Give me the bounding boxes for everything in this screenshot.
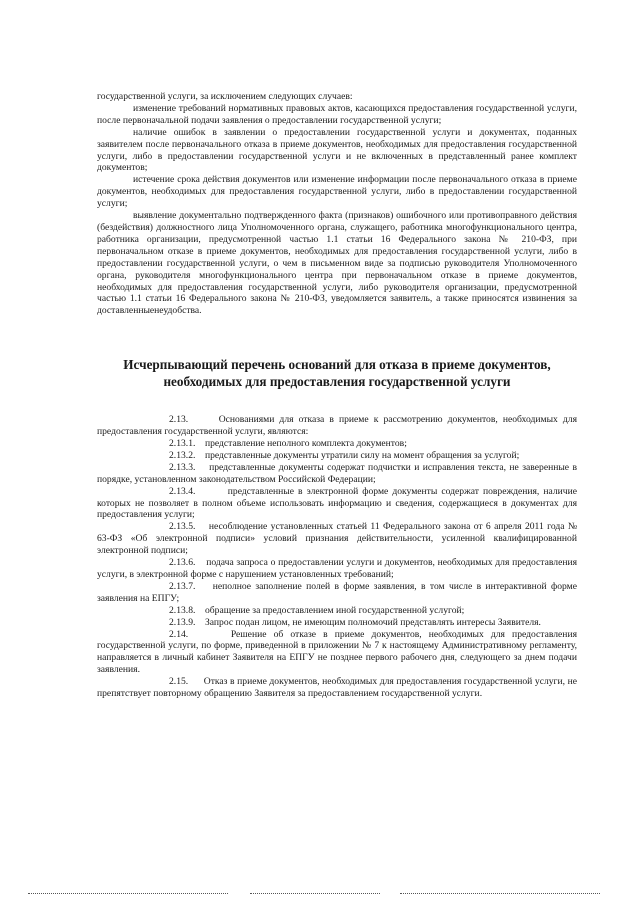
clause-text: представленные в электронной форме документы содержат повреждения, наличие которых не позволяет в полном объеме использовать информацию и сведения, содержащиеся в документах для предоставления услуги; <box>97 485 577 521</box>
clause-number: 2.13.5. <box>169 521 196 533</box>
clause-2-13-6 <box>97 557 577 581</box>
clause-2-13-8 <box>97 605 577 617</box>
clause-number: 2.15. <box>169 676 189 688</box>
clause-2-13 <box>97 414 577 438</box>
scan-edge-line <box>28 893 228 894</box>
scan-edge-line <box>400 893 600 894</box>
clause-2-13-2 <box>97 450 577 462</box>
clause-text: обращение за предоставлением иной государственной услугой; <box>204 604 465 616</box>
paragraph-case-expiry: истечение срока действия документов или изменение информации после первоначального отказа в приеме документов, необходимых для предоставления государственной услуги, либо в предоставлении государственной услуги; <box>97 174 577 210</box>
clause-text: представленные документы содержат подчистки и исправления текста, не заверенные в порядке, установленном законодательством Российской Федерации; <box>97 461 577 485</box>
paragraph-case-requirements-change: изменение требований нормативных правовых актов, касающихся предоставления государственной услуги, после первоначальной подачи заявления о предоставлении государственной услуги; <box>97 102 577 126</box>
clause-number: 2.14. <box>169 628 189 640</box>
section-heading: Исчерпывающий перечень оснований для отказа в приеме документов, необходимых для предоставления государственной услуги <box>123 357 551 389</box>
clause-text: неполное заполнение полей в форме заявления, в том числе в интерактивной форме заявления на ЕПГУ; <box>97 580 577 604</box>
clause-number: 2.13.1. <box>169 438 196 450</box>
clause-2-13-1 <box>97 438 577 450</box>
clause-number: 2.13. <box>169 414 189 426</box>
clause-text: несоблюдение установленных статьей 11 Федерального закона от 6 апреля 2011 года № 63-ФЗ «Об электронной подписи» условий признания действительности, усиленной квалифицированной электронной подписи; <box>97 521 578 557</box>
clause-number: 2.13.8. <box>169 604 196 616</box>
clause-text: Решение об отказе в приеме документов, необходимых для предоставления государственной услуги, по форме, приведенной в приложении № 7 к настоящему Административному регламенту, направляется в личный кабинет Заявителя на ЕПГУ не позднее первого рабочего дня, следующего за днем подачи заявления. <box>97 628 577 676</box>
clause-2-13-7 <box>97 581 577 605</box>
clause-number: 2.13.3. <box>169 461 196 473</box>
document-body <box>97 91 577 700</box>
clause-text: подача запроса о предоставлении услуги и документов, необходимых для предоставления услуги, в электронной форме с нарушением установленных требований; <box>97 557 578 580</box>
paragraph-case-misconduct: выявление документально подтвержденного факта (признаков) ошибочного или противоправного действия (бездействия) должностного лица Уполномоченного органа, служащего, работника многофункционального центра, работника организации, предусмотренной частью 1.1 статьи 16 Федерального закона № 210-ФЗ, при первоначальном отказе в приеме документов, необходимых для предоставления государственной услуги, либо в предоставлении государственной услуги, о чем в письменном виде за подписью руководителя Уполномоченного органа, руководителя многофункционального центра при первоначальном отказе в приеме документов, необходимых для предоставления государственной услуги, либо руководителя организации, предусмотренной частью 1.1 статьи 16 Федерального закона № 210-ФЗ, уведомляется заявитель, а также приносятся извинения за доставленныенеудобства. <box>97 210 577 317</box>
paragraph-continuation: государственной услуги, за исключением следующих случаев: <box>97 91 353 102</box>
clause-text: Запрос подан лицом, не имеющим полномочий представлять интересы Заявителя. <box>204 616 541 628</box>
clause-number: 2.13.9. <box>169 616 196 628</box>
clause-number: 2.13.6. <box>169 557 196 569</box>
clause-text: представление неполного комплекта документов; <box>204 438 407 450</box>
clause-number: 2.13.2. <box>169 449 196 461</box>
clause-number: 2.13.4. <box>169 485 196 497</box>
paragraph-case-errors: наличие ошибок в заявлении о предоставлении государственной услуги и документах, поданных заявителем после первоначального отказа в приеме документов, необходимых для предоставления государственной услуги, либо в предоставлении государственной услуги и не включенных в представленный ранее комплект документов; <box>97 126 577 174</box>
clause-text: Основаниями для отказа в приеме к рассмотрению документов, необходимых для предоставления государственной услуги, являются: <box>97 414 578 438</box>
clause-number: 2.13.7. <box>169 580 196 592</box>
clause-2-13-5 <box>97 521 577 557</box>
clause-text: представленные документы утратили силу на момент обращения за услугой; <box>204 449 520 461</box>
clause-2-13-3 <box>97 462 577 486</box>
clause-2-14 <box>97 629 577 677</box>
clause-2-15 <box>97 676 577 700</box>
clause-2-13-9 <box>97 617 577 629</box>
scan-edge-line <box>250 893 380 894</box>
clause-2-13-4 <box>97 486 577 522</box>
clause-text: Отказ в приеме документов, необходимых для предоставления государственной услуги, не препятствует повторному обращению Заявителя за предоставлением государственной услуги. <box>97 676 577 700</box>
